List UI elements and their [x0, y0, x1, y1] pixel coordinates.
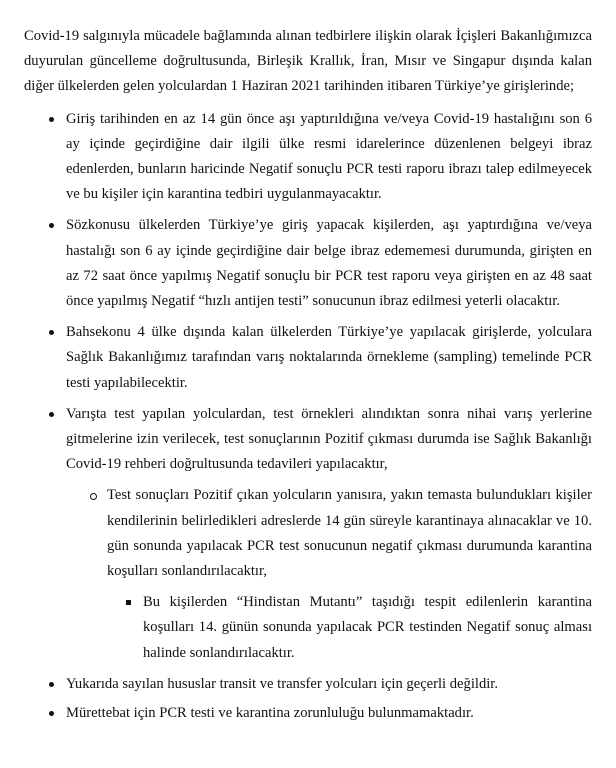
sub-sub-list-item: [107, 590, 592, 666]
list-item: [24, 213, 592, 314]
measures-list: [24, 107, 592, 727]
list-item: [24, 672, 592, 697]
list-item: [24, 402, 592, 666]
list-item-text: Bahsekonu 4 ülke dışında kalan ülkelerden Türkiye’ye yapılacak girişlerde, yolculara Sağlık Bakanlığımız tarafından varış noktalarında örnekleme (sampling) temelinde PCR testi yapılabilecektir.: [66, 324, 592, 391]
bullet-dot-icon: [49, 117, 54, 122]
list-item: [24, 320, 592, 396]
list-item-text: Giriş tarihinden en az 14 gün önce aşı yaptırıldığına ve/veya Covid-19 hastalığını son 6 ay içinde geçirdiğine dair ilgili ülke resmi idarelerince düzenlenen belgeyi ibraz edenlerden, bunların haricinde Negatif sonuçlu PCR testi raporu ibrazı talep edilmeyecek ve bu kişiler için karantina tedbiri uygulanmayacaktır.: [66, 110, 592, 203]
list-item: [24, 701, 592, 726]
bullet-dot-icon: [49, 682, 54, 687]
list-item-text: Sözkonusu ülkelerden Türkiye’ye giriş yapacak kişilerden, aşı yaptırdığına ve/veya hastalığı son 6 ay içinde geçirdiğine dair belge ibraz edememesi durumunda, girişten en az 72 saat önce yapılmış Negatif sonuçlu bir PCR test raporu veya girişten en az 48 saat önce yapılmış Negatif “hızlı antijen testi” sonucunun ibraz edilmesi yeterli olacaktır.: [66, 217, 592, 310]
sub-list: [66, 483, 592, 665]
sub-sub-list-item-text: Bu kişilerden “Hindistan Mutantı” taşıdığı tespit edilenlerin karantina koşulları 14. günün sonunda yapılacak PCR testinden Negatif sonuç alması halinde sonlandırılacaktır.: [143, 594, 592, 661]
list-item: [24, 107, 592, 208]
bullet-dot-icon: [49, 330, 54, 335]
list-item-text: Varışta test yapılan yolculardan, test örnekleri alındıktan sonra nihai varış yerlerine gitmelerine izin verilecek, test sonuçlarının Pozitif çıkması durumda ise Sağlık Bakanlığı Covid-19 rehberi doğrultusunda tedavileri yapılacaktır,: [66, 405, 592, 473]
bullet-circle-icon: [90, 493, 97, 500]
sub-sub-list: [107, 590, 592, 666]
list-item-text: Mürettebat için PCR testi ve karantina zorunluluğu bulunmamaktadır.: [66, 705, 474, 722]
bullet-dot-icon: [49, 711, 54, 716]
list-item-text: Yukarıda sayılan hususlar transit ve transfer yolcuları için geçerli değildir.: [66, 675, 498, 692]
bullet-square-icon: [126, 600, 131, 605]
bullet-dot-icon: [49, 412, 54, 417]
sub-list-item-text: Test sonuçları Pozitif çıkan yolcuların yanısıra, yakın temasta bulundukları kişiler kendilerinin belirledikleri adreslerde 14 gün süreyle karantinaya alınacaklar ve 10. gün sonunda yapılacak PCR test sonucunun negatif çıkması durumunda karantina koşulları sonlandırılacaktır,: [107, 487, 592, 580]
intro-paragraph: Covid-19 salgınıyla mücadele bağlamında alınan tedbirlere ilişkin olarak İçişleri Bakanlığımızca duyurulan güncelleme doğrultusunda, Birleşik Krallık, İran, Mısır ve Singapur dışında kalan diğer ülkelerden gelen yolculardan 1 Haziran 2021 tarihinden itibaren Türkiye’ye girişlerinde;: [24, 28, 592, 95]
sub-list-item: [66, 483, 592, 665]
bullet-dot-icon: [49, 223, 54, 228]
